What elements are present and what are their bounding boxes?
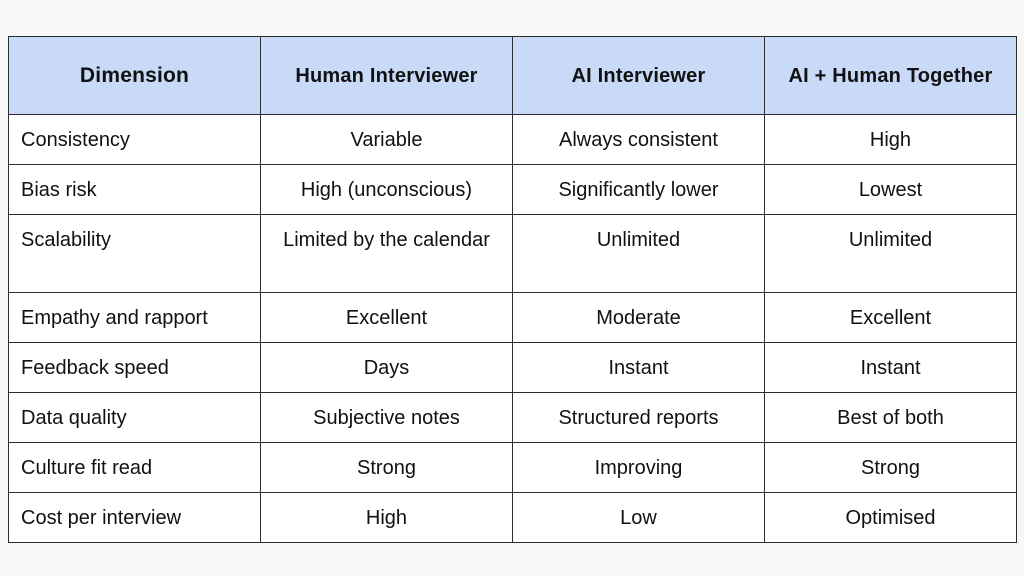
table-row (9, 293, 1017, 343)
table-row (9, 215, 1017, 293)
cell-together: High (765, 115, 1017, 165)
header-row (9, 37, 1017, 115)
cell-together: Lowest (765, 165, 1017, 215)
header-ai-interviewer: AI Interviewer (513, 37, 765, 115)
cell-dimension: Cost per interview (9, 493, 261, 543)
cell-together: Unlimited (765, 215, 1017, 293)
cell-human: High (unconscious) (261, 165, 513, 215)
cell-together: Best of both (765, 393, 1017, 443)
cell-human: Subjective notes (261, 393, 513, 443)
table-row (9, 443, 1017, 493)
table-header (9, 37, 1017, 115)
cell-dimension: Empathy and rapport (9, 293, 261, 343)
cell-human: Strong (261, 443, 513, 493)
cell-human: Variable (261, 115, 513, 165)
cell-dimension: Feedback speed (9, 343, 261, 393)
cell-dimension: Data quality (9, 393, 261, 443)
table-row (9, 115, 1017, 165)
cell-ai: Low (513, 493, 765, 543)
cell-together: Excellent (765, 293, 1017, 343)
cell-ai: Instant (513, 343, 765, 393)
cell-dimension: Bias risk (9, 165, 261, 215)
table-row (9, 343, 1017, 393)
cell-together: Optimised (765, 493, 1017, 543)
cell-ai: Improving (513, 443, 765, 493)
table-row (9, 493, 1017, 543)
cell-together: Strong (765, 443, 1017, 493)
header-ai-human-together: AI + Human Together (765, 37, 1017, 115)
table-row (9, 165, 1017, 215)
table-body (9, 115, 1017, 543)
cell-human: Days (261, 343, 513, 393)
cell-dimension: Consistency (9, 115, 261, 165)
cell-together: Instant (765, 343, 1017, 393)
cell-dimension: Culture fit read (9, 443, 261, 493)
cell-ai: Unlimited (513, 215, 765, 293)
cell-ai: Moderate (513, 293, 765, 343)
cell-ai: Always consistent (513, 115, 765, 165)
header-dimension: Dimension (9, 37, 261, 115)
header-human-interviewer: Human Interviewer (261, 37, 513, 115)
comparison-table (8, 36, 1017, 543)
cell-ai: Significantly lower (513, 165, 765, 215)
cell-human: Limited by the calendar (261, 215, 513, 293)
cell-ai: Structured reports (513, 393, 765, 443)
cell-dimension: Scalability (9, 215, 261, 293)
cell-human: High (261, 493, 513, 543)
table-row (9, 393, 1017, 443)
cell-human: Excellent (261, 293, 513, 343)
